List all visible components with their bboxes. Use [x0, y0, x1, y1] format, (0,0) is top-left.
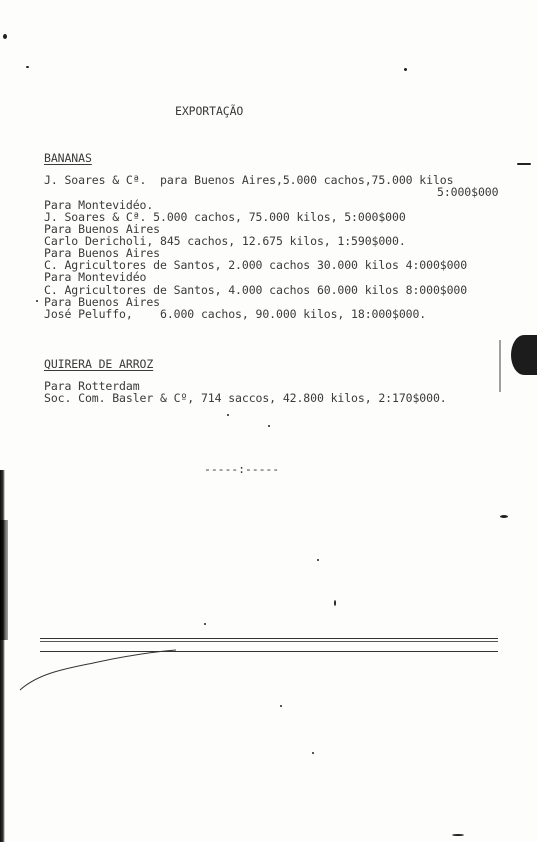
speck [26, 66, 29, 68]
section-heading-quirera: QUIRERA DE ARROZ [44, 357, 154, 371]
entry-line: C. Agricultores de Santos, 2.000 cachos 30.000 kilos 4:000$000 [44, 258, 468, 272]
entry-line: Para Buenos Aires [44, 222, 161, 236]
entry-line: José Peluffo, 6.000 cachos, 90.000 kilos, 18:000$000. [44, 307, 427, 321]
speck [404, 68, 407, 71]
entry-line: Para Buenos Aires [44, 295, 161, 309]
speck [500, 515, 508, 518]
page-title: EXPORTAÇÃO [175, 104, 244, 118]
speck [317, 559, 319, 561]
speck [227, 414, 229, 416]
entry-line: C. Agricultores de Santos, 4.000 cachos 60.000 kilos 8:000$000 [44, 283, 468, 297]
rule-line [40, 651, 498, 652]
speck [204, 623, 206, 625]
entry-line: J. Soares & Cª. para Buenos Aires,5.000 cachos,75.000 kilos [44, 173, 454, 187]
entry-line: Para Montevidéo. [44, 198, 154, 212]
ink-blot [511, 335, 537, 375]
entry-line: Para Rotterdam [44, 379, 140, 393]
speck [36, 300, 38, 302]
entry-line: 5:000$000 [437, 185, 499, 199]
speck [268, 425, 270, 427]
section-heading-bananas: BANANAS [44, 151, 92, 165]
entry-line: Para Buenos Aires [44, 246, 161, 260]
entry-line: Soc. Com. Basler & Cº, 714 saccos, 42.800 kilos, 2:170$000. [44, 391, 447, 405]
entry-line: Para Montevidéo [44, 270, 147, 284]
binding-edge-mark-top [0, 520, 8, 640]
speck [280, 705, 282, 707]
speck [517, 163, 531, 165]
speck [3, 34, 7, 39]
entry-line: J. Soares & Cª. 5.000 cachos, 75.000 kilos, 5:000$000 [44, 210, 406, 224]
speck [312, 752, 314, 754]
separator: -----:----- [204, 462, 280, 476]
speck [334, 600, 336, 606]
rule-line [40, 638, 498, 639]
entry-line: Carlo Dericholi, 845 cachos, 12.675 kilos, 1:590$000. [44, 234, 406, 248]
speck [452, 834, 464, 836]
rule-line [40, 641, 498, 642]
